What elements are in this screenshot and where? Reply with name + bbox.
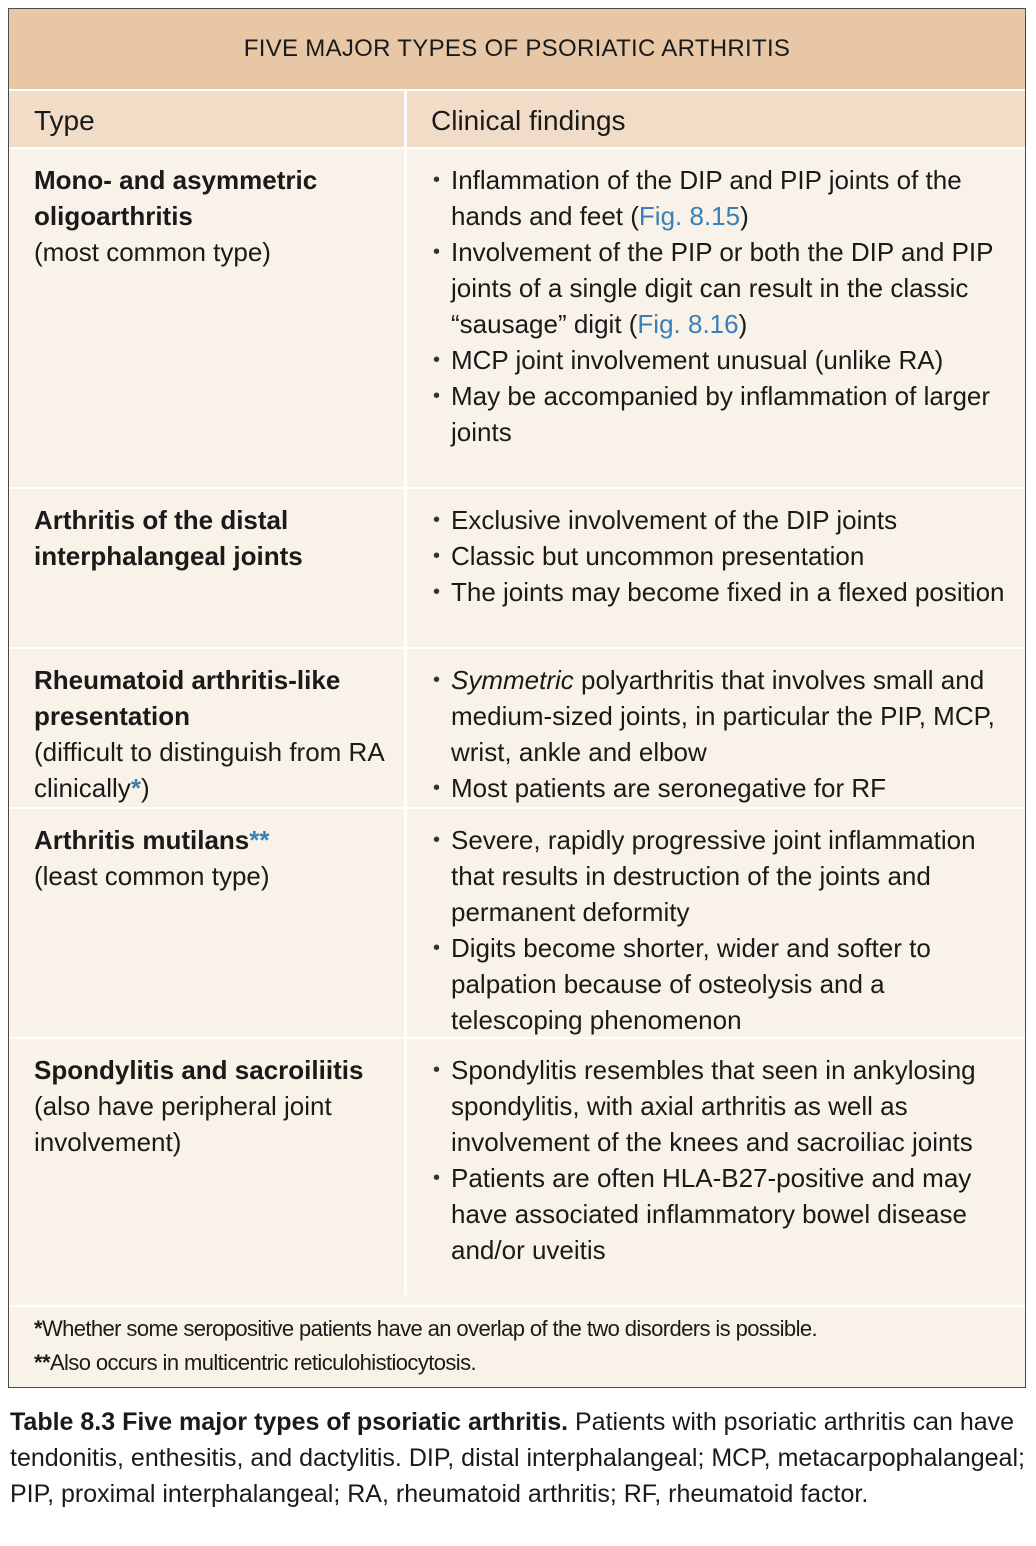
psoriatic-arthritis-table [8, 8, 1026, 1388]
type-note-text: (difficult to distinguish from RA clinically [34, 737, 384, 803]
header-clinical-findings: Clinical findings [431, 105, 626, 136]
finding-text: polyarthritis that involves small and medium-sized joints, in particular the PIP, MCP, wrist, ankle and elbow [451, 665, 995, 767]
type-cell [34, 1052, 394, 1160]
column-divider [404, 91, 407, 1295]
findings-list [429, 1052, 1005, 1268]
finding-item [429, 234, 1005, 342]
finding-text: Involvement of the PIP or both the DIP and PIP joints of a single digit can result in the classic “sausage” digit ( [451, 237, 994, 339]
finding-item: • Digits become shorter, wider and softer to palpation because of osteolysis and a telescoping phenomenon [429, 930, 1005, 1038]
finding-item: • May be accompanied by inflammation of larger joints [429, 378, 1005, 450]
table-title: FIVE MAJOR TYPES OF PSORIATIC ARTHRITIS [9, 9, 1025, 91]
type-cell [34, 662, 394, 806]
table-row [9, 149, 1025, 489]
findings-list [429, 162, 1005, 450]
finding-item: • Severe, rapidly progressive joint inflammation that results in destruction of the joints and permanent deformity [429, 822, 1005, 930]
finding-item: • Exclusive involvement of the DIP joints [429, 502, 1005, 538]
footnote-text: Also occurs in multicentric reticulohistiocytosis. [49, 1350, 476, 1375]
type-note: (least common type) [34, 861, 270, 891]
footnote-marker: * [130, 773, 141, 803]
finding-text: Inflammation of the DIP and PIP joints of the hands and feet ( [451, 165, 962, 231]
type-note-end: ) [140, 773, 150, 803]
table-row [9, 649, 1025, 809]
finding-item [429, 162, 1005, 234]
type-name [34, 822, 394, 858]
finding-item: • MCP joint involvement unusual (unlike RA) [429, 342, 1005, 378]
table-header-row [9, 91, 1025, 149]
footnote [34, 1312, 1005, 1346]
type-name: Arthritis of the distal interphalangeal joints [34, 505, 303, 571]
figure-reference-link[interactable]: Fig. 8.15 [638, 201, 741, 231]
finding-text-end: ) [740, 201, 749, 231]
table-row [9, 489, 1025, 649]
footnote-mark: * [34, 1316, 42, 1341]
figure-reference-link[interactable]: Fig. 8.16 [637, 309, 739, 339]
header-type: Type [34, 105, 95, 136]
footnote-marker: ** [249, 825, 270, 855]
finding-text-end: ) [738, 309, 748, 339]
table-footnotes [34, 1312, 1005, 1380]
findings-list [429, 662, 1005, 806]
type-name: Mono- and asymmetric oligoarthritis [34, 165, 318, 231]
footnote [34, 1346, 1005, 1380]
finding-item: • Patients are often HLA-B27-positive and may have associated inflammatory bowel disease and/or uveitis [429, 1160, 1005, 1268]
finding-item: • Most patients are seronegative for RF [429, 770, 1005, 806]
type-cell [34, 162, 394, 270]
type-cell [34, 502, 394, 574]
finding-item [429, 662, 1005, 770]
table-caption [10, 1404, 1026, 1512]
footnote-text: Whether some seropositive patients have an overlap of the two disorders is possible. [41, 1316, 817, 1341]
finding-emphasis: Symmetric [451, 665, 574, 695]
finding-item: • Classic but uncommon presentation [429, 538, 1005, 574]
table-row [9, 1039, 1025, 1307]
finding-item: • Spondylitis resembles that seen in ankylosing spondylitis, with axial arthritis as well as involvement of the knees and sacroiliac joints [429, 1052, 1005, 1160]
table-row [9, 809, 1025, 1039]
findings-list [429, 502, 1005, 610]
caption-text: Patients with psoriatic arthritis can have tendonitis, enthesitis, and dactylitis. DIP, distal interphalangeal; MCP, metacarpophalangeal; PIP, proximal interphalangeal; RA, rheumatoid arthritis; RF, rheumatoid factor. [10, 1408, 1025, 1508]
type-note [34, 734, 394, 806]
findings-list [429, 822, 1005, 1038]
footnote-mark: ** [34, 1350, 50, 1375]
type-note: (also have peripheral joint involvement) [34, 1091, 332, 1157]
type-cell [34, 822, 394, 894]
type-note: (most common type) [34, 237, 271, 267]
caption-label: Table 8.3 Five major types of psoriatic arthritis. [10, 1408, 569, 1436]
finding-item: • The joints may become fixed in a flexed position [429, 574, 1005, 610]
type-name: Rheumatoid arthritis-like presentation [34, 665, 341, 731]
type-name: Spondylitis and sacroiliitis [34, 1055, 364, 1085]
type-name-text: Arthritis mutilans [34, 825, 250, 855]
